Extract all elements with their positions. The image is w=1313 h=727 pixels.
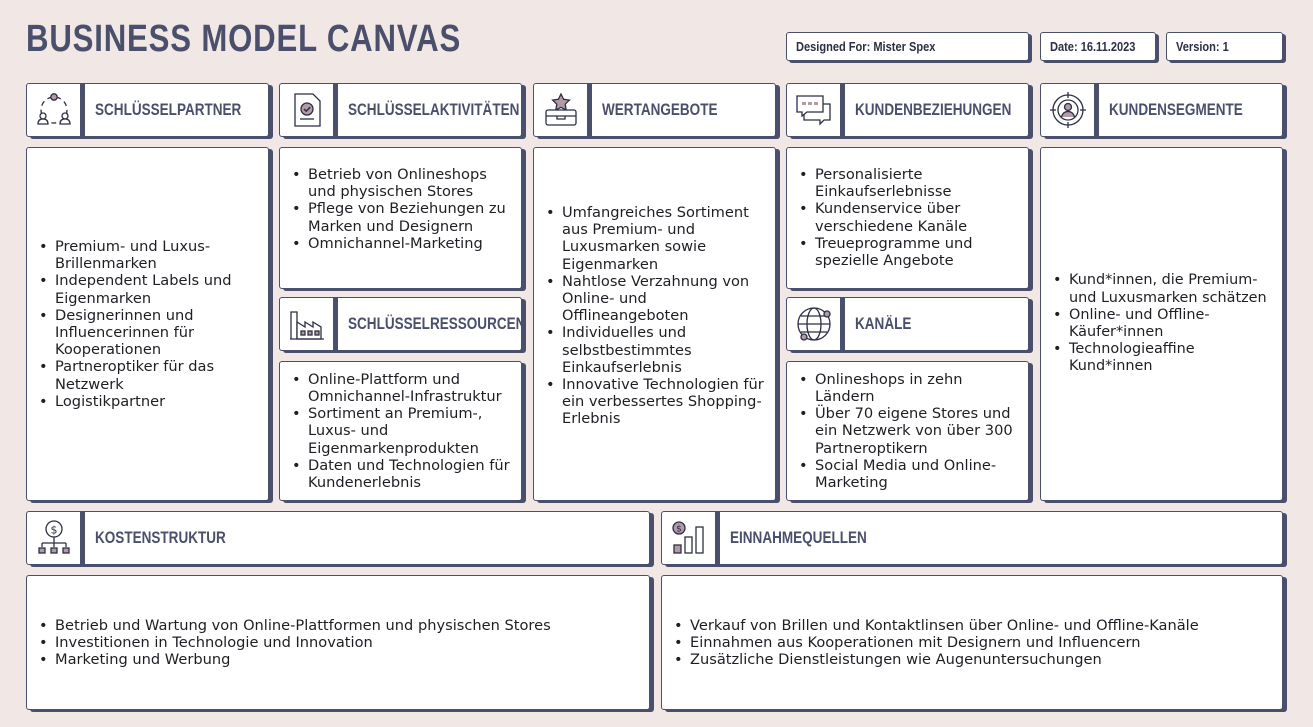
network-people-icon bbox=[27, 84, 85, 136]
date-field bbox=[1040, 32, 1156, 61]
list-item: • Betrieb von Onlineshops und physischen Stores bbox=[290, 166, 515, 200]
star-box-icon bbox=[534, 84, 592, 136]
key-partners-body bbox=[26, 147, 269, 501]
cost-structure-title: KOSTENSTRUKTUR bbox=[95, 528, 226, 547]
list-item: • Zusätzliche Dienstleistungen wie Augenuntersuchungen bbox=[672, 651, 1199, 668]
customer-segments-list bbox=[1051, 272, 1280, 375]
list-item: • Über 70 eigene Stores und ein Netzwerk von über 300 Partneroptikern bbox=[797, 405, 1022, 457]
dollar-hierarchy-icon bbox=[27, 512, 85, 564]
key-resources-title: SCHLÜSSELRESSOURCEN bbox=[348, 314, 526, 333]
customer-segments-body bbox=[1040, 147, 1283, 501]
list-item: • Pflege von Beziehungen zu Marken und Designern bbox=[290, 200, 515, 234]
channels-title: KANÄLE bbox=[855, 314, 912, 333]
dollar-bars-icon bbox=[662, 512, 720, 564]
target-user-icon bbox=[1041, 84, 1099, 136]
customer-relationships-header bbox=[786, 83, 1029, 137]
list-item: • Individuelles und selbstbestimmtes Einkaufserlebnis bbox=[544, 324, 769, 376]
date-text: Date: 16.11.2023 bbox=[1050, 39, 1136, 54]
customer-segments-title: KUNDENSEGMENTE bbox=[1109, 100, 1243, 119]
key-activities-title: SCHLÜSSELAKTIVITÄTEN bbox=[348, 100, 520, 119]
list-item: • Logistikpartner bbox=[37, 393, 262, 410]
list-item: • Social Media und Online-Marketing bbox=[797, 457, 1022, 491]
factory-icon bbox=[280, 298, 338, 350]
list-item: • Personalisierte Einkaufserlebnisse bbox=[797, 166, 1022, 200]
list-item: • Online- und Offline-Käufer*innen bbox=[1051, 307, 1280, 341]
list-item: • Technologieaffine Kund*innen bbox=[1051, 341, 1280, 375]
list-item: • Premium- und Luxus-Brillenmarken bbox=[37, 238, 262, 272]
list-item: • Marketing und Werbung bbox=[37, 651, 551, 668]
revenue-streams-header bbox=[661, 511, 1283, 565]
designed-for-field bbox=[786, 32, 1029, 61]
key-partners-list bbox=[37, 238, 262, 410]
list-item: • Online-Plattform und Omnichannel-Infrastruktur bbox=[290, 371, 515, 405]
value-propositions-body bbox=[533, 147, 776, 501]
version-field bbox=[1166, 32, 1283, 61]
cost-structure-body bbox=[26, 575, 650, 710]
list-item: • Kundenservice über verschiedene Kanäle bbox=[797, 200, 1022, 234]
customer-segments-header bbox=[1040, 83, 1283, 137]
list-item: • Umfangreiches Sortiment aus Premium- und Luxusmarken sowie Eigenmarken bbox=[544, 204, 769, 273]
value-propositions-header bbox=[533, 83, 776, 137]
list-item: • Designerinnen und Influencerinnen für Kooperationen bbox=[37, 307, 262, 359]
version-text: Version: 1 bbox=[1176, 39, 1229, 54]
list-item: • Betrieb und Wartung von Online-Plattformen und physischen Stores bbox=[37, 617, 551, 634]
revenue-streams-list bbox=[672, 617, 1199, 669]
key-resources-list bbox=[290, 371, 515, 491]
list-item: • Partneroptiker für das Netzwerk bbox=[37, 358, 262, 392]
designed-for-text: Designed For: Mister Spex bbox=[796, 39, 936, 54]
key-activities-body bbox=[279, 147, 522, 289]
list-item: • Investitionen in Technologie und Innovation bbox=[37, 634, 551, 651]
svg-text:$: $ bbox=[50, 523, 57, 537]
list-item: • Nahtlose Verzahnung von Online- und Offlineangeboten bbox=[544, 273, 769, 325]
list-item: • Daten und Technologien für Kundenerlebnis bbox=[290, 457, 515, 491]
list-item: • Omnichannel-Marketing bbox=[290, 235, 515, 252]
svg-text:$: $ bbox=[675, 524, 682, 535]
key-resources-body bbox=[279, 361, 522, 501]
list-item: • Innovative Technologien für ein verbessertes Shopping-Erlebnis bbox=[544, 376, 769, 428]
cost-structure-list bbox=[37, 617, 551, 669]
channels-header bbox=[786, 297, 1029, 351]
list-item: • Verkauf von Brillen und Kontaktlinsen über Online- und Offline-Kanäle bbox=[672, 617, 1199, 634]
key-activities-header bbox=[279, 83, 522, 137]
revenue-streams-title: EINNAHMEQUELLEN bbox=[730, 528, 867, 547]
list-item: • Kund*innen, die Premium- und Luxusmarken schätzen bbox=[1051, 272, 1280, 306]
value-propositions-title: WERTANGEBOTE bbox=[602, 100, 718, 119]
chat-bubbles-icon bbox=[787, 84, 845, 136]
list-item: • Treueprogramme und spezielle Angebote bbox=[797, 235, 1022, 269]
list-item: • Einnahmen aus Kooperationen mit Designern und Influencern bbox=[672, 634, 1199, 651]
list-item: • Independent Labels und Eigenmarken bbox=[37, 272, 262, 306]
cost-structure-header bbox=[26, 511, 650, 565]
channels-body bbox=[786, 361, 1029, 501]
customer-relationships-body bbox=[786, 147, 1029, 289]
page-title: BUSINESS MODEL CANVAS bbox=[26, 18, 462, 60]
channels-list bbox=[797, 371, 1022, 491]
value-propositions-list bbox=[544, 204, 769, 428]
customer-relationships-title: KUNDENBEZIEHUNGEN bbox=[855, 100, 1012, 119]
list-item: • Onlineshops in zehn Ländern bbox=[797, 371, 1022, 405]
checked-document-icon bbox=[280, 84, 338, 136]
key-activities-list bbox=[290, 166, 515, 252]
revenue-streams-body bbox=[661, 575, 1283, 710]
key-partners-title: SCHLÜSSELPARTNER bbox=[95, 100, 242, 119]
globe-pins-icon bbox=[787, 298, 845, 350]
key-resources-header bbox=[279, 297, 526, 351]
key-partners-header bbox=[26, 83, 269, 137]
customer-relationships-list bbox=[797, 166, 1022, 269]
list-item: • Sortiment an Premium-, Luxus- und Eigenmarkenprodukten bbox=[290, 405, 515, 457]
